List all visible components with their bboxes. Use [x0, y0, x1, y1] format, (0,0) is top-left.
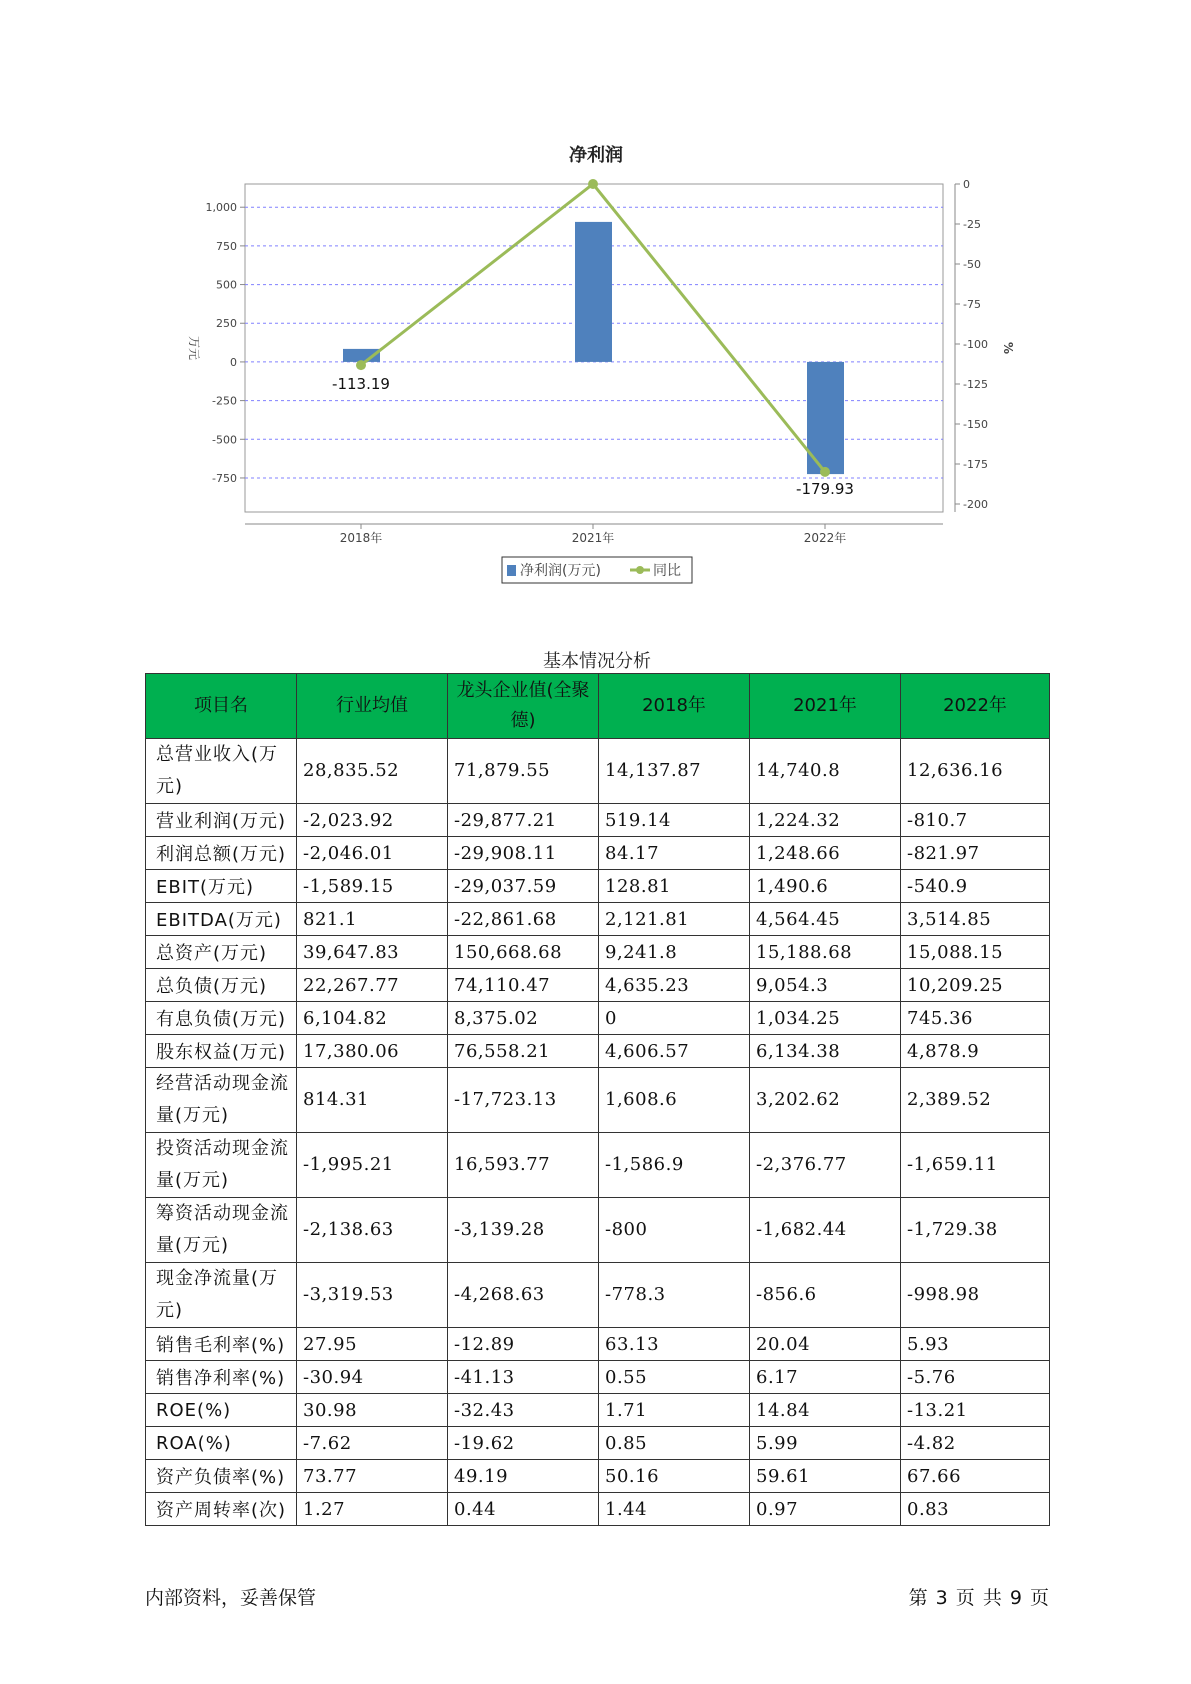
table-row: [146, 969, 1050, 1002]
table-cell: 0.83: [901, 1493, 1050, 1526]
table-cell: -856.6: [750, 1263, 901, 1328]
table-cell: 745.36: [901, 1002, 1050, 1035]
footer-page-number: 第 3 页 共 9 页: [908, 1587, 1049, 1609]
table-cell: 3,514.85: [901, 903, 1050, 936]
header-leader-value: 龙头企业值(全聚德): [448, 674, 599, 739]
table-cell: 15,088.15: [901, 936, 1050, 969]
y-tick-label: 1,000: [205, 201, 237, 215]
row-label: ROA(%): [146, 1427, 297, 1460]
y2-tick-label: -75: [963, 298, 981, 311]
table-cell: 14,740.8: [750, 739, 901, 804]
table-cell: -1,729.38: [901, 1198, 1050, 1263]
table-cell: 4,606.57: [599, 1035, 750, 1068]
header-industry-avg: 行业均值: [297, 674, 448, 739]
y-tick-label: -500: [212, 433, 237, 447]
table-cell: 8,375.02: [448, 1002, 599, 1035]
table-cell: -1,589.15: [297, 870, 448, 903]
table-cell: -800: [599, 1198, 750, 1263]
table-cell: 2,389.52: [901, 1068, 1050, 1133]
table-cell: 6,104.82: [297, 1002, 448, 1035]
table-row: [146, 1361, 1050, 1394]
row-label: 资产周转率(次): [146, 1493, 297, 1526]
table-row: [146, 1493, 1050, 1526]
table-cell: -778.3: [599, 1263, 750, 1328]
row-label: 总资产(万元): [146, 936, 297, 969]
row-label: 销售毛利率(%): [146, 1328, 297, 1361]
y-tick-label: 250: [216, 317, 237, 331]
legend-label: 净利润(万元): [520, 563, 601, 579]
table-row: [146, 1068, 1050, 1133]
table-cell: 1.71: [599, 1394, 750, 1427]
table-cell: 28,835.52: [297, 739, 448, 804]
table-row: [146, 1198, 1050, 1263]
table-cell: 821.1: [297, 903, 448, 936]
table-row: [146, 1460, 1050, 1493]
table-cell: 5.99: [750, 1427, 901, 1460]
y-tick-label: 0: [230, 355, 237, 369]
table-caption: 基本情况分析: [543, 651, 651, 672]
table-cell: -13.21: [901, 1394, 1050, 1427]
row-label: 总营业收入(万元): [146, 739, 297, 804]
table-cell: 1,224.32: [750, 804, 901, 837]
table-cell: 39,647.83: [297, 936, 448, 969]
row-label: 资产负债率(%): [146, 1460, 297, 1493]
table-cell: -1,682.44: [750, 1198, 901, 1263]
table-cell: 1.44: [599, 1493, 750, 1526]
table-cell: 73.77: [297, 1460, 448, 1493]
bar-net-profit: [575, 222, 612, 362]
table-cell: -540.9: [901, 870, 1050, 903]
table-cell: 27.95: [297, 1328, 448, 1361]
table-cell: 4,878.9: [901, 1035, 1050, 1068]
table-cell: 2,121.81: [599, 903, 750, 936]
table-cell: 1,248.66: [750, 837, 901, 870]
net-profit-chart: [0, 0, 1191, 600]
table-row: [146, 1133, 1050, 1198]
table-cell: 59.61: [750, 1460, 901, 1493]
table-cell: 10,209.25: [901, 969, 1050, 1002]
table-cell: -1,995.21: [297, 1133, 448, 1198]
table-cell: -30.94: [297, 1361, 448, 1394]
data-label: -179.93: [796, 480, 854, 498]
table-cell: 0.55: [599, 1361, 750, 1394]
header-2018: 2018年: [599, 674, 750, 739]
row-label: 现金净流量(万元): [146, 1263, 297, 1328]
row-label: 营业利润(万元): [146, 804, 297, 837]
y2-axis-title: %: [1001, 341, 1015, 355]
table-cell: -2,023.92: [297, 804, 448, 837]
table-cell: -17,723.13: [448, 1068, 599, 1133]
table-cell: 76,558.21: [448, 1035, 599, 1068]
table-cell: 14.84: [750, 1394, 901, 1427]
y-axis-title: 万元: [187, 335, 201, 361]
table-cell: 17,380.06: [297, 1035, 448, 1068]
table-cell: 22,267.77: [297, 969, 448, 1002]
table-cell: 6,134.38: [750, 1035, 901, 1068]
table-cell: 16,593.77: [448, 1133, 599, 1198]
table-row: [146, 1035, 1050, 1068]
row-label: 有息负债(万元): [146, 1002, 297, 1035]
y2-tick-label: -175: [963, 458, 988, 471]
table-cell: -22,861.68: [448, 903, 599, 936]
table-cell: 0.85: [599, 1427, 750, 1460]
table-cell: -2,376.77: [750, 1133, 901, 1198]
table-cell: 14,137.87: [599, 739, 750, 804]
table-row: [146, 1328, 1050, 1361]
row-label: 经营活动现金流量(万元): [146, 1068, 297, 1133]
table-cell: -32.43: [448, 1394, 599, 1427]
y2-tick-label: -150: [963, 418, 988, 431]
table-cell: 15,188.68: [750, 936, 901, 969]
table-cell: 9,241.8: [599, 936, 750, 969]
table-row: [146, 903, 1050, 936]
y2-tick-label: -125: [963, 378, 988, 391]
y2-tick-label: -100: [963, 338, 988, 351]
table-cell: -2,138.63: [297, 1198, 448, 1263]
y-tick-label: -250: [212, 394, 237, 408]
table-cell: -29,908.11: [448, 837, 599, 870]
table-cell: 0.97: [750, 1493, 901, 1526]
table-row: [146, 1002, 1050, 1035]
row-label: EBITDA(万元): [146, 903, 297, 936]
table-cell: 3,202.62: [750, 1068, 901, 1133]
table-cell: -29,037.59: [448, 870, 599, 903]
table-cell: -7.62: [297, 1427, 448, 1460]
table-row: [146, 1427, 1050, 1460]
table-cell: 74,110.47: [448, 969, 599, 1002]
y2-tick-label: -200: [963, 498, 988, 511]
table-cell: -2,046.01: [297, 837, 448, 870]
row-label: 筹资活动现金流量(万元): [146, 1198, 297, 1263]
y2-tick-label: 0: [963, 178, 970, 191]
table-cell: -12.89: [448, 1328, 599, 1361]
table-cell: -19.62: [448, 1427, 599, 1460]
header-2022: 2022年: [901, 674, 1050, 739]
table-cell: -998.98: [901, 1263, 1050, 1328]
table-cell: 30.98: [297, 1394, 448, 1427]
table-row: [146, 936, 1050, 969]
table-cell: 67.66: [901, 1460, 1050, 1493]
table-row: [146, 804, 1050, 837]
table-cell: 128.81: [599, 870, 750, 903]
table-header-row: [146, 674, 1050, 739]
table-cell: 0.44: [448, 1493, 599, 1526]
table-cell: 84.17: [599, 837, 750, 870]
table-cell: 1,490.6: [750, 870, 901, 903]
table-cell: -41.13: [448, 1361, 599, 1394]
table-cell: -4.82: [901, 1427, 1050, 1460]
header-2021: 2021年: [750, 674, 901, 739]
footer-confidential-note: 内部资料，妥善保管: [145, 1587, 317, 1609]
table-cell: 519.14: [599, 804, 750, 837]
table-cell: 5.93: [901, 1328, 1050, 1361]
table-row: [146, 1394, 1050, 1427]
row-label: EBIT(万元): [146, 870, 297, 903]
point-yoy: [356, 360, 366, 370]
table-cell: 20.04: [750, 1328, 901, 1361]
x-tick-label: 2021年: [571, 531, 615, 545]
table-cell: 6.17: [750, 1361, 901, 1394]
row-label: 投资活动现金流量(万元): [146, 1133, 297, 1198]
table-cell: 50.16: [599, 1460, 750, 1493]
row-label: 销售净利率(%): [146, 1361, 297, 1394]
table-cell: 1,034.25: [750, 1002, 901, 1035]
legend-label: 同比: [653, 563, 681, 579]
table-cell: -1,586.9: [599, 1133, 750, 1198]
row-label: 股东权益(万元): [146, 1035, 297, 1068]
header-item-name: 项目名: [146, 674, 297, 739]
table-cell: 814.31: [297, 1068, 448, 1133]
table-cell: 71,879.55: [448, 739, 599, 804]
basic-analysis-table: [145, 673, 1050, 1526]
table-row: [146, 1263, 1050, 1328]
table-cell: -4,268.63: [448, 1263, 599, 1328]
y-tick-label: -750: [212, 471, 237, 485]
y-tick-label: 500: [216, 278, 237, 292]
table-cell: 12,636.16: [901, 739, 1050, 804]
x-tick-label: 2018年: [339, 531, 383, 545]
table-cell: 49.19: [448, 1460, 599, 1493]
row-label: ROE(%): [146, 1394, 297, 1427]
table-cell: 9,054.3: [750, 969, 901, 1002]
legend-line-marker: [636, 566, 644, 574]
table-cell: 4,564.45: [750, 903, 901, 936]
table-cell: -3,319.53: [297, 1263, 448, 1328]
legend-bar-swatch: [507, 565, 516, 576]
x-tick-label: 2022年: [803, 531, 847, 545]
table-cell: 63.13: [599, 1328, 750, 1361]
data-label: -113.19: [332, 375, 390, 393]
table-row: [146, 837, 1050, 870]
table-cell: 4,635.23: [599, 969, 750, 1002]
row-label: 总负债(万元): [146, 969, 297, 1002]
table-row: [146, 739, 1050, 804]
table-cell: -3,139.28: [448, 1198, 599, 1263]
y-tick-label: 750: [216, 239, 237, 253]
table-row: [146, 870, 1050, 903]
y2-tick-label: -50: [963, 258, 981, 271]
y2-tick-label: -25: [963, 218, 981, 231]
table-cell: -5.76: [901, 1361, 1050, 1394]
table-cell: -1,659.11: [901, 1133, 1050, 1198]
chart-title: 净利润: [569, 145, 623, 166]
row-label: 利润总额(万元): [146, 837, 297, 870]
table-cell: 150,668.68: [448, 936, 599, 969]
table-cell: 1.27: [297, 1493, 448, 1526]
table-cell: -29,877.21: [448, 804, 599, 837]
table-cell: 1,608.6: [599, 1068, 750, 1133]
table-cell: -810.7: [901, 804, 1050, 837]
point-yoy: [820, 467, 830, 477]
table-cell: -821.97: [901, 837, 1050, 870]
table-cell: 0: [599, 1002, 750, 1035]
point-yoy: [588, 179, 598, 189]
